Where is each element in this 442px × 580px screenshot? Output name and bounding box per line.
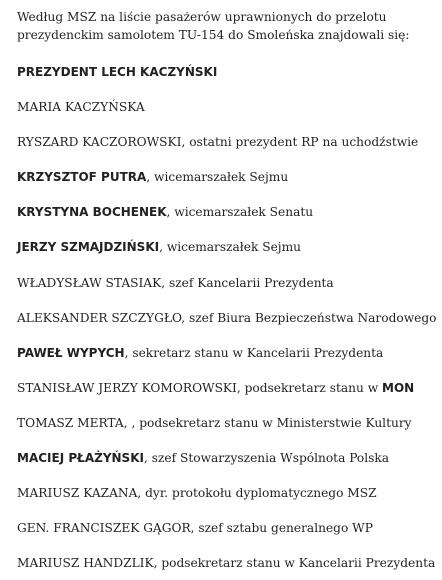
passenger-detail: MARIA KACZYŃSKA <box>17 100 145 115</box>
passenger-list <box>17 64 437 571</box>
passenger-detail: TOMASZ MERTA, , podsekretarz stanu w Ministerstwie Kultury <box>17 415 412 430</box>
passenger-row <box>17 520 432 536</box>
passenger-name-bold: JERZY SZMAJDZIŃSKI <box>17 240 160 255</box>
passenger-tail-bold: MON <box>382 380 415 395</box>
passenger-detail: GEN. FRANCISZEK GĄGOR, szef sztabu generalnego WP <box>17 521 373 536</box>
passenger-name-bold: PREZYDENT LECH KACZYŃSKI <box>17 65 218 79</box>
passenger-row <box>17 345 432 361</box>
passenger-row <box>17 204 432 220</box>
passenger-detail: MARIUSZ KAZANA, dyr. protokołu dyplomatycznego MSZ <box>17 486 377 501</box>
passenger-name-bold: MACIEJ PŁAŻYŃSKI <box>17 451 144 466</box>
passenger-detail: WŁADYSŁAW STASIAK, szef Kancelarii Prezydenta <box>17 275 334 290</box>
passenger-row <box>17 555 436 571</box>
passenger-detail: ALEKSANDER SZCZYGŁO, szef Biura Bezpieczeństwa Narodowego <box>17 310 437 325</box>
passenger-row <box>17 380 432 396</box>
passenger-detail: STANISŁAW JERZY KOMOROWSKI, podsekretarz stanu w <box>17 380 383 395</box>
passenger-row <box>17 134 432 150</box>
passenger-row <box>17 310 437 326</box>
passenger-detail: RYSZARD KACZOROWSKI, ostatni prezydent RP na uchodźstwie <box>17 135 419 150</box>
intro-paragraph: Według MSZ na liście pasażerów uprawnionych do przelotu prezydenckim samolotem TU-154 do Smoleńska znajdowali się: <box>17 10 410 42</box>
passenger-name-bold: PAWEŁ WYPYCH <box>17 345 125 360</box>
passenger-detail: , szef Stowarzyszenia Wspólnota Polska <box>143 451 390 466</box>
passenger-detail: , wicemarszałek Senatu <box>166 205 314 220</box>
passenger-row <box>17 275 432 291</box>
passenger-row <box>17 415 432 431</box>
passenger-row <box>17 239 432 255</box>
passenger-name-bold: KRYSTYNA BOCHENEK <box>17 205 167 220</box>
passenger-detail: , sekretarz stanu w Kancelarii Prezydenta <box>124 345 384 360</box>
passenger-row <box>17 169 432 185</box>
passenger-row <box>17 64 432 80</box>
passenger-name-bold: KRZYSZTOF PUTRA <box>17 170 147 185</box>
passenger-row <box>17 450 432 466</box>
passenger-detail: , wicemarszałek Sejmu <box>146 170 289 185</box>
passenger-detail: , wicemarszałek Sejmu <box>159 240 301 255</box>
passenger-row <box>17 99 432 115</box>
passenger-detail: MARIUSZ HANDZLIK, podsekretarz stanu w Kancelarii Prezydenta <box>17 556 436 571</box>
passenger-row <box>17 485 432 501</box>
